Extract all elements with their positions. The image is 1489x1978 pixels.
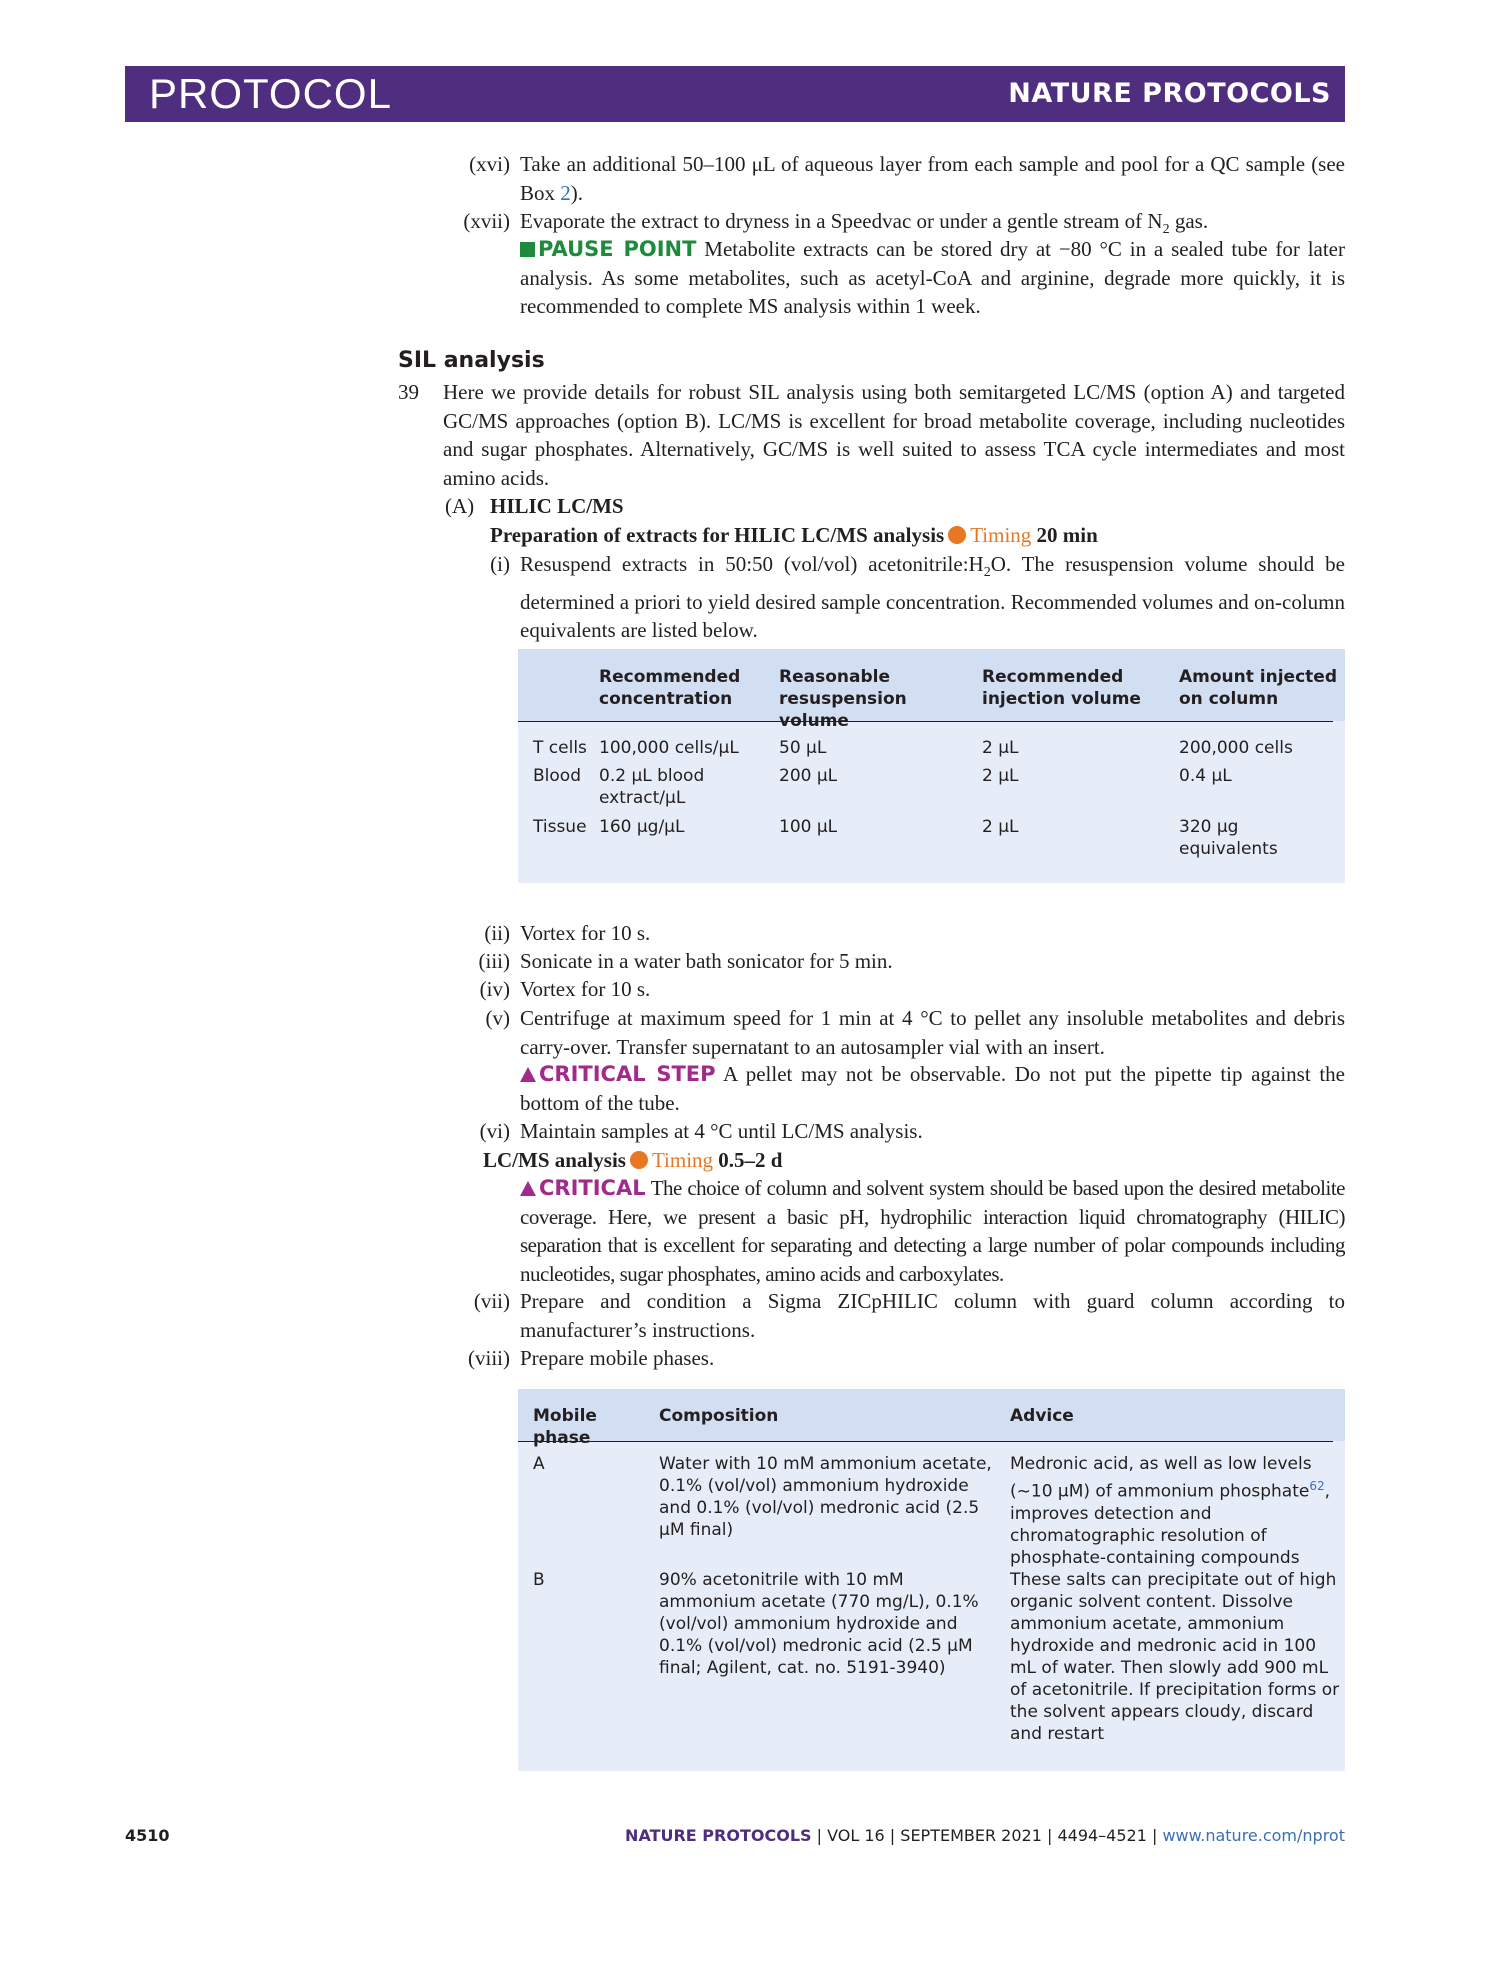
phase-label: A: [533, 1454, 545, 1474]
step-number: (iii): [478, 949, 510, 973]
lcms-heading: [483, 1146, 1083, 1176]
step-number: 39: [398, 380, 419, 404]
step-text: Evaporate the extract to dryness in a Speedvac or under a gentle stream of $N_2$ gas.: [520, 209, 1209, 238]
row-label: Tissue: [533, 817, 587, 837]
critical-label: CRITICAL: [539, 1176, 646, 1200]
step-text: Prepare and condition a Sigma ZICpHILIC column with guard column according to manufacturer’s instructions.: [520, 1289, 1345, 1342]
prep-heading: [490, 521, 1345, 551]
box-link[interactable]: 2: [560, 180, 571, 205]
table-header-cell: Recommended injection volume: [982, 667, 1141, 709]
table-cell: 100 μL: [779, 817, 838, 837]
mobile-phase-table: [518, 1389, 1345, 1771]
step-text: Vortex for 10 s.: [520, 921, 651, 945]
step-text: Sonicate in a water bath sonicator for 5 min.: [520, 949, 893, 973]
reference-link[interactable]: 62: [1309, 1479, 1325, 1493]
table-cell: 200 μL: [779, 766, 838, 786]
composition-cell: Water with 10 mM ammonium acetate, 0.1% (vol/vol) ammonium hydroxide and 0.1% (vol/vol) medronic acid (2.5 μM final): [659, 1454, 992, 1540]
step-number: (iv): [479, 977, 510, 1001]
footer-url-link[interactable]: www.nature.com/nprot: [1162, 1826, 1345, 1845]
step-number: (xvi): [469, 152, 510, 176]
step-ii: [415, 919, 1345, 949]
timing-value: 0.5–2 d: [718, 1148, 783, 1172]
option-a-heading: [445, 492, 1045, 522]
table-cell: 0.2 μL blood extract/μL: [599, 766, 705, 808]
critical-step-text: A pellet may not be observable. Do not put the pipette tip against the bottom of the tube.: [520, 1062, 1345, 1115]
header-bar: [125, 66, 1345, 122]
step-iii: [415, 947, 1345, 977]
section-title: SIL analysis: [398, 348, 545, 373]
step-xvii: [415, 207, 1345, 237]
footer-journal: NATURE PROTOCOLS: [625, 1826, 812, 1845]
section-label: PROTOCOL: [149, 70, 392, 117]
table-header-cell: Mobile phase: [533, 1406, 597, 1448]
step-number: (viii): [468, 1346, 510, 1370]
lcms-title: LC/MS analysis: [483, 1148, 626, 1172]
step-i: [415, 550, 1345, 643]
critical-text: The choice of column and solvent system should be based upon the desired metabolite coverage. Here, we present a basic pH, hydrophilic interaction liquid chromatography (HILIC) separation that is excellent for separating and detecting a large number of polar compounds including nucleotides, sugar phosphates, amino acids and carboxylates.: [520, 1176, 1345, 1286]
prep-title: Preparation of extracts for HILIC LC/MS analysis: [490, 523, 945, 547]
timing-label: Timing: [970, 523, 1032, 547]
footer-pages: 4494–4521: [1057, 1826, 1147, 1845]
step-vii: [415, 1287, 1345, 1347]
step-number: (i): [490, 552, 510, 576]
row-label: Blood: [533, 766, 581, 786]
step-viii: [415, 1344, 1345, 1374]
step-xvi: [415, 150, 1345, 210]
critical-step: [520, 1060, 1345, 1120]
option-title: HILIC LC/MS: [490, 494, 624, 518]
step-text: Maintain samples at 4 °C until LC/MS analysis.: [520, 1119, 923, 1143]
timing-label: Timing: [651, 1148, 714, 1172]
table-cell: 2 μL: [982, 738, 1019, 758]
critical-triangle-icon: [520, 1181, 536, 1196]
step-number: (xvii): [463, 209, 510, 233]
step-text: Prepare mobile phases.: [520, 1346, 715, 1370]
footer-citation: NATURE PROTOCOLS | VOL 16 | SEPTEMBER 2021 | 4494–4521 | www.nature.com/nprot: [625, 1826, 1345, 1845]
page-number: 4510: [125, 1826, 170, 1845]
step-text: Vortex for 10 s.: [520, 977, 651, 1001]
table-header-cell: Composition: [659, 1406, 779, 1426]
footer-date: SEPTEMBER 2021: [900, 1826, 1042, 1845]
table-cell: 320 μg equivalents: [1179, 817, 1278, 859]
footer-volume: VOL 16: [827, 1826, 885, 1845]
step-text: Resuspend extracts in 50:50 (vol/vol) $acetonitrile:H_2O$. The resuspension volume should be determined a priori to yield desired sample concentration. Recommended volumes and on-column equivalents are listed below.: [520, 552, 1345, 643]
table-cell: 2 μL: [982, 766, 1019, 786]
timing-value: 20 min: [1036, 523, 1098, 547]
composition-cell: 90% acetonitrile with 10 mM ammonium acetate (770 mg/L), 0.1% (vol/vol) ammonium hydroxide and 0.1% (vol/vol) medronic acid (2.5 μM final; Agilent, cat. no. 5191-3940): [659, 1570, 979, 1678]
table-cell: 50 μL: [779, 738, 827, 758]
table-cell: 200,000 cells: [1179, 738, 1293, 758]
phase-label: B: [533, 1570, 545, 1590]
step-text: Centrifuge at maximum speed for 1 min at 4 °C to pellet any insoluble metabolites and debris carry-over. Transfer supernatant to an autosampler vial with an insert.: [520, 1006, 1345, 1059]
pause-text: Metabolite extracts can be stored dry at −80 °C in a sealed tube for later analysis. As some metabolites, such as acetyl-CoA and arginine, degrade more quickly, it is recommended to complete MS analysis within 1 week.: [520, 237, 1345, 318]
step-number: (ii): [484, 921, 510, 945]
journal-label: NATURE PROTOCOLS: [1008, 78, 1331, 109]
critical-note: [520, 1174, 1345, 1290]
critical-step-label: CRITICAL STEP: [539, 1062, 716, 1086]
pause-label: PAUSE POINT: [538, 237, 697, 261]
step-vi: [415, 1117, 1345, 1147]
table-cell: 100,000 cells/μL: [599, 738, 739, 758]
table-cell: 2 μL: [982, 817, 1019, 837]
pause-square-icon: [520, 242, 535, 257]
timing-dot-icon: [948, 526, 966, 544]
table-cell: 160 μg/μL: [599, 817, 685, 837]
option-label: (A): [445, 494, 475, 518]
step-text: Take an additional 50–100 μL of aqueous layer from each sample and pool for a QC sample (see Box 2).: [520, 152, 1345, 205]
critical-triangle-icon: [520, 1067, 536, 1082]
advice-cell: Medronic acid, as well as low levels (~10 μM) of ammonium phosphate$^{62}$, improves detection and chromatographic resolution of phosphate-containing compounds: [1010, 1454, 1331, 1568]
table-header-cell: Advice: [1010, 1406, 1074, 1426]
timing-dot-icon: [630, 1151, 648, 1169]
row-label: T cells: [533, 738, 587, 758]
step-iv: [415, 975, 1345, 1005]
table-cell: 0.4 μL: [1179, 766, 1232, 786]
step-39: [398, 378, 1345, 498]
concentration-table: [518, 649, 1345, 883]
step-v: [415, 1004, 1345, 1064]
table-header-cell: Recommended concentration: [599, 667, 741, 709]
step-intro-text: Here we provide details for robust SIL analysis using both semitargeted LC/MS (option A) and targeted GC/MS approaches (option B). LC/MS is excellent for broad metabolite coverage, including nucleotides and sugar phosphates. Alternatively, GC/MS is well suited to assess TCA cycle intermediates and most amino acids.: [443, 380, 1345, 490]
table-header-cell: Amount injected on column: [1179, 667, 1337, 709]
pause-point: [520, 235, 1345, 325]
table-header-cell: Reasonable resuspension volume: [779, 667, 907, 731]
step-number: (vii): [473, 1289, 510, 1313]
step-number: (v): [485, 1006, 510, 1030]
step-number: (vi): [479, 1119, 510, 1143]
advice-cell: These salts can precipitate out of high organic solvent content. Dissolve ammonium acetate, ammonium hydroxide and medronic acid in 100 mL of water. Then slowly add 900 mL of acetonitrile. If precipitation forms or the solvent appears cloudy, discard and restart: [1010, 1570, 1340, 1744]
